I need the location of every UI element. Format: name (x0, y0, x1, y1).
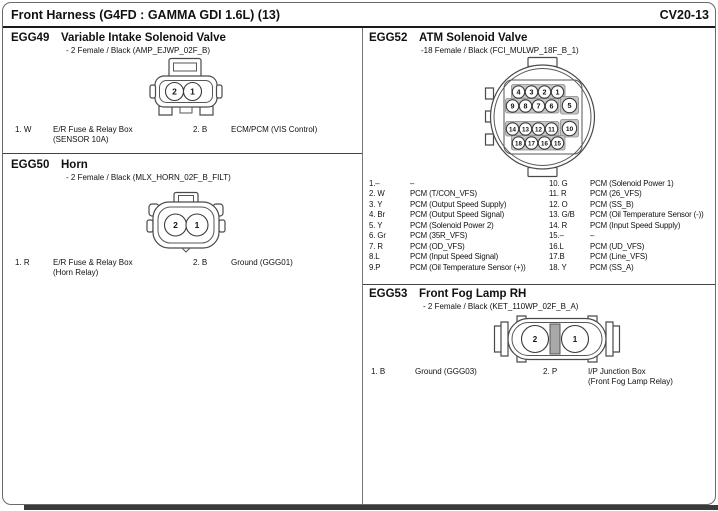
pin-dest: PCM (Oil Temperature Sensor (-)) (590, 210, 704, 220)
egg49-title: Variable Intake Solenoid Valve (61, 32, 226, 44)
pin-dest: PCM (35R_VFS) (410, 231, 468, 241)
pin-row (549, 221, 717, 231)
pin-dest: PCM (Solenoid Power 2) (410, 220, 494, 230)
pin-number: 16 (541, 140, 548, 148)
egg53-pin2-num: 2. P (543, 367, 558, 376)
pin-number: 14 (509, 126, 516, 134)
egg50-pin2-num: 2. B (193, 258, 208, 267)
egg53-pin1-dest (415, 367, 477, 377)
connector-tab-left-1 (486, 88, 494, 99)
pin-dest: PCM (Oil Temperature Sensor (+)) (410, 262, 526, 272)
pin-row (369, 252, 547, 262)
pin-number: 12 (535, 126, 542, 134)
egg53-connector-diagram (493, 314, 621, 364)
connector-tab-left-3 (486, 134, 494, 145)
pin-number: 18 (515, 140, 522, 148)
pin-row (549, 200, 717, 210)
egg49-id: EGG49 (11, 32, 50, 44)
pin-num: 16.L (549, 241, 564, 251)
pin-dest: PCM (26_VFS) (590, 189, 642, 199)
egg49-connector-diagram (146, 57, 226, 121)
connector-tab-left (150, 85, 156, 98)
dest-line1: Ground (GGG01) (231, 258, 293, 267)
connector-bracket-left-inner (501, 322, 508, 356)
egg50-pin1-dest (53, 258, 133, 278)
egg50-title: Horn (61, 159, 88, 171)
egg53-pin2-dest (588, 367, 673, 387)
pin-num: 18. Y (549, 262, 567, 272)
connector-notch (180, 107, 192, 113)
egg50-id: EGG50 (11, 159, 50, 171)
pin-dest: – (410, 179, 415, 188)
pin-number: 1 (555, 87, 560, 97)
pin-num: 15.– (549, 231, 564, 241)
pin-number: 11 (548, 126, 555, 134)
pin-number: 3 (529, 87, 534, 97)
dest-line2: (Front Fog Lamp Relay) (588, 377, 673, 386)
connector-tab-right (219, 220, 225, 232)
dest-line2: (SENSOR 10A) (53, 135, 109, 144)
pin-num: 2. W (369, 189, 385, 199)
connector-bracket-right-inner (606, 322, 613, 356)
egg52-id: EGG52 (369, 32, 408, 44)
egg52-connector-diagram (484, 56, 602, 178)
pin-row (369, 242, 547, 252)
pin-num: 12. O (549, 199, 568, 209)
column-divider (362, 28, 363, 504)
dest-line1: Ground (GGG03) (415, 367, 477, 376)
section-divider-egg49-egg50 (3, 153, 362, 154)
pin-num: 5. Y (369, 220, 383, 230)
pin-dest: PCM (Output Speed Supply) (410, 199, 507, 209)
egg52-title: ATM Solenoid Valve (419, 32, 528, 44)
pin-num: 17.B (549, 252, 565, 262)
pin-number: 1 (572, 334, 578, 344)
pin-number: 8 (523, 101, 528, 111)
pin-number: 6 (549, 101, 554, 111)
pin-row (549, 263, 717, 273)
egg50-connector-diagram (146, 191, 226, 257)
pin-dest: PCM (T/CON_VFS) (410, 189, 477, 199)
pin-number: 2 (542, 87, 547, 97)
pin-row (549, 179, 717, 189)
pin-row (369, 210, 547, 220)
pin-row (369, 189, 547, 199)
connector-notch (182, 248, 190, 252)
connector-tab-right (217, 85, 223, 98)
pin-row (549, 252, 717, 262)
dest-line1: E/R Fuse & Relay Box (53, 258, 133, 267)
pin-row (369, 179, 547, 189)
pin-dest: – (590, 231, 595, 241)
connector-housing-outer (491, 65, 595, 169)
egg49-pin1-num: 1. W (15, 125, 32, 134)
pin-number: 2 (173, 220, 178, 230)
pin-num: 6. Gr (369, 231, 386, 241)
pin-num: 4. Br (369, 210, 385, 220)
egg50-pin1-num: 1. R (15, 258, 30, 267)
dest-line2: (Horn Relay) (53, 268, 99, 277)
egg52-type: -18 Female / Black (FCI_MULWP_18F_B_1) (421, 46, 579, 55)
section-divider-egg52-egg53 (363, 284, 715, 285)
egg53-pin1-num: 1. B (371, 367, 386, 376)
egg49-pin2-dest (231, 125, 317, 135)
pin-row (549, 210, 717, 220)
pin-dest: PCM (UD_VFS) (590, 241, 645, 251)
pin-num: 7. R (369, 241, 383, 251)
pin-number: 1 (194, 220, 200, 230)
pin-num: 1.– (369, 179, 380, 188)
egg53-title: Front Fog Lamp RH (419, 288, 527, 300)
egg53-id: EGG53 (369, 288, 408, 300)
connector-tab-left (147, 220, 153, 232)
pin-row (549, 189, 717, 199)
egg52-pin-list-left (369, 179, 547, 273)
pin-row (369, 221, 547, 231)
dest-line1: E/R Fuse & Relay Box (53, 125, 133, 134)
pin-num: 11. R (549, 189, 567, 199)
egg52-pin-list-right (549, 179, 717, 273)
pin-number: 15 (554, 140, 561, 148)
pin-row (369, 263, 547, 273)
connector-center-bar (550, 324, 560, 354)
page-bottom-edge (24, 505, 718, 510)
pin-number: 2 (172, 86, 177, 97)
pin-number: 5 (567, 101, 572, 111)
pin-number: 17 (528, 140, 535, 148)
pin-dest: PCM (OD_VFS) (410, 241, 465, 251)
pin-dest: PCM (Input Speed Supply) (590, 220, 681, 230)
pin-num: 9.P (369, 262, 381, 272)
page-header (3, 3, 715, 28)
pin-row (549, 231, 717, 241)
pin-number: 10 (565, 126, 574, 134)
pin-dest: PCM (SS_B) (590, 199, 634, 209)
egg50-pin2-dest (231, 258, 293, 268)
egg53-type: - 2 Female / Black (KET_110WP_02F_B_A) (423, 302, 579, 311)
egg50-type: - 2 Female / Black (MLX_HORN_02F_B_FILT) (66, 173, 231, 182)
pin-num: 3. Y (369, 199, 383, 209)
pin-dest: PCM (Input Speed Signal) (410, 252, 499, 262)
pin-num: 8.L (369, 252, 380, 262)
pin-dest: PCM (Line_VFS) (590, 252, 648, 262)
pin-row (369, 231, 547, 241)
pin-number: 2 (532, 334, 538, 344)
pin-number: 9 (510, 101, 515, 111)
pin-dest: PCM (SS_A) (590, 262, 634, 272)
document-page (2, 2, 716, 505)
pin-num: 14. R (549, 220, 568, 230)
egg49-pin1-dest (53, 125, 133, 145)
pin-dest: PCM (Output Speed Signal) (410, 210, 505, 220)
pin-number: 4 (516, 87, 521, 97)
egg49-type: - 2 Female / Black (AMP_EJWP_02F_B) (66, 46, 211, 55)
pin-dest: PCM (Solenoid Power 1) (590, 179, 674, 188)
egg49-pin2-num: 2. B (193, 125, 208, 134)
pin-number: 13 (522, 126, 529, 134)
page-title: Front Harness (G4FD : GAMMA GDI 1.6L) (13) (11, 8, 281, 22)
pin-row (549, 242, 717, 252)
pin-row (369, 200, 547, 210)
pin-num: 10. G (549, 179, 568, 188)
pin-number: 1 (190, 86, 195, 97)
pin-num: 13. G/B (549, 210, 575, 220)
dest-line1: I/P Junction Box (588, 367, 646, 376)
dest-line1: ECM/PCM (VIS Control) (231, 125, 318, 134)
pin-number: 7 (536, 101, 541, 111)
page-code: CV20-13 (659, 8, 709, 22)
